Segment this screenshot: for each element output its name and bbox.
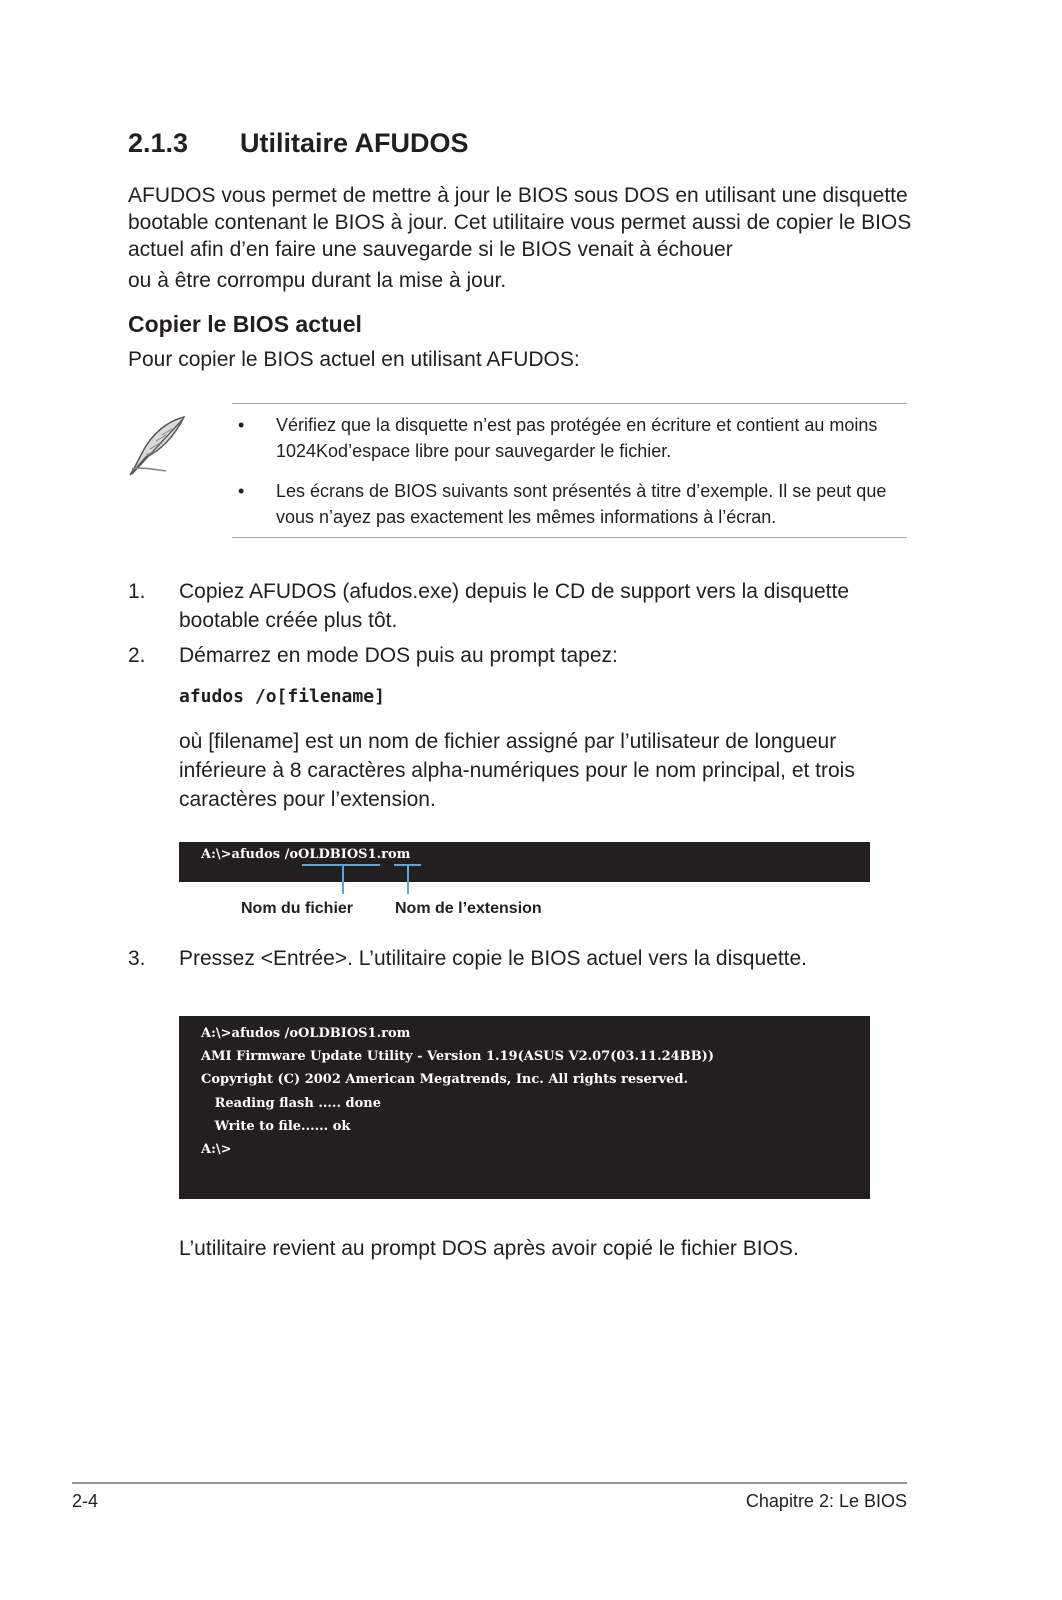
step-item (128, 944, 888, 973)
filename-callout-line (342, 866, 344, 894)
step-text: Copiez AFUDOS (afudos.exe) depuis le CD de support vers la disquette bootable créée plus tôt. (179, 580, 850, 632)
section-title: Utilitaire AFUDOS (240, 128, 469, 158)
quill-pen-icon (124, 413, 190, 479)
command-syntax: afudos /o[filename] (179, 686, 385, 707)
terminal-line: Write to file...... ok (201, 1119, 351, 1134)
subsection-title: Copier le BIOS actuel (128, 311, 362, 337)
note-text: Les écrans de BIOS suivants sont présentés à titre d’exemple. Il se peut que vous n’ayez pas exactement les mêmes informations à l’écran. (276, 481, 887, 527)
filename-label: Nom du fichier (241, 900, 354, 917)
subsection-lead: Pour copier le BIOS actuel en utilisant AFUDOS: (128, 348, 580, 371)
note-bottom-rule (232, 537, 907, 538)
terminal-line: A:\>afudos /oOLDBIOS1.rom (201, 847, 411, 862)
terminal-output (179, 1016, 870, 1199)
terminal-example (179, 842, 870, 882)
chapter-title: Chapitre 2: Le BIOS (745, 1491, 907, 1511)
note-list (238, 412, 913, 544)
note-item (238, 412, 913, 464)
note-text: Vérifiez que la disquette n’est pas protégée en écriture et contient au moins 1024Kod’espace libre pour sauvegarder le fichier. (276, 415, 878, 461)
extension-callout-line (407, 866, 409, 894)
terminal-line: A:\> (201, 1142, 232, 1157)
note-bullet: • (238, 481, 245, 501)
step-item (128, 641, 888, 670)
section-number: 2.1.3 (128, 128, 189, 158)
step-number: 2. (128, 644, 146, 667)
note-bullet: • (238, 415, 245, 435)
note-item (238, 478, 913, 530)
closing-text: L’utilitaire revient au prompt DOS après avoir copié le fichier BIOS. (179, 1237, 799, 1260)
note-top-rule (232, 403, 907, 404)
terminal-line: Reading flash ..... done (201, 1096, 381, 1111)
section-heading (128, 128, 469, 159)
step-text: Pressez <Entrée>. L’utilitaire copie le BIOS actuel vers la disquette. (179, 947, 808, 970)
terminal-line: AMI Firmware Update Utility - Version 1.19(ASUS V2.07(03.11.24BB)) (201, 1049, 714, 1064)
terminal-line: A:\>afudos /oOLDBIOS1.rom (201, 1026, 411, 1041)
page-number: 2-4 (72, 1491, 99, 1511)
intro-text: AFUDOS vous permet de mettre à jour le BIOS sous DOS en utilisant une disquette bootable contenant le BIOS à jour. Cet utilitaire vous permet aussi de copier le BIOS actuel afin d’en faire une sauvegarde si le BIOS venait à échouer (128, 184, 912, 261)
extension-label: Nom de l’extension (395, 900, 542, 917)
step-item (128, 577, 888, 635)
step-number: 3. (128, 947, 146, 970)
step-text: Démarrez en mode DOS puis au prompt tapez: (179, 644, 618, 667)
intro-paragraph (128, 182, 928, 294)
terminal-line: Copyright (C) 2002 American Megatrends, Inc. All rights reserved. (201, 1072, 688, 1087)
intro-last-line: ou à être corrompu durant la mise à jour. (128, 269, 507, 292)
footer-rule (72, 1482, 907, 1484)
filename-underline (302, 864, 380, 866)
command-explanation: où [filename] est un nom de fichier assigné par l’utilisateur de longueur inférieure à 8 caractères alpha-numériques pour le nom principal, et trois caractères pour l’extension. (179, 730, 855, 811)
step-number: 1. (128, 580, 146, 603)
